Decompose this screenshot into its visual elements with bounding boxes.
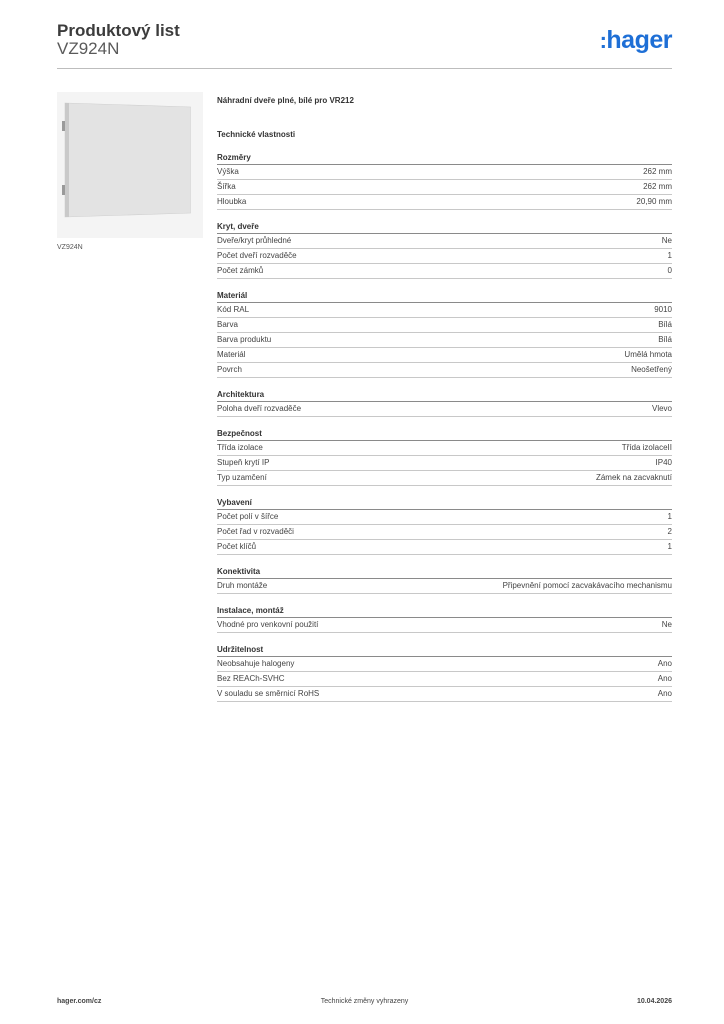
section-title: Materiál <box>217 290 672 303</box>
section-title: Konektivita <box>217 566 672 579</box>
spec-section <box>217 221 672 279</box>
spec-row <box>217 195 672 210</box>
product-image <box>57 92 203 238</box>
spec-value: Ano <box>657 689 672 698</box>
spec-label: Počet polí v šířce <box>217 512 279 521</box>
header-divider <box>57 68 672 69</box>
spec-row <box>217 687 672 702</box>
spec-section <box>217 152 672 210</box>
spec-value: IP40 <box>655 458 672 467</box>
spec-row <box>217 471 672 486</box>
spec-label: Neobsahuje halogeny <box>217 659 295 668</box>
image-caption: VZ924N <box>57 244 83 251</box>
spec-label: Třída izolace <box>217 443 263 452</box>
page-header <box>57 18 672 68</box>
spec-label: Bez REACh-SVHC <box>217 674 285 683</box>
spec-value: Třída izolaceII <box>621 443 672 452</box>
spec-row <box>217 165 672 180</box>
footer-date: 10.04.2026 <box>636 998 672 1005</box>
spec-section <box>217 497 672 555</box>
spec-label: Kód RAL <box>217 305 250 314</box>
spec-value: 1 <box>667 512 672 521</box>
spec-section <box>217 428 672 486</box>
spec-row <box>217 540 672 555</box>
spec-row <box>217 363 672 378</box>
spec-label: Počet klíčů <box>217 542 257 551</box>
spec-row <box>217 456 672 471</box>
spec-section <box>217 290 672 378</box>
spec-row <box>217 672 672 687</box>
section-title: Architektura <box>217 389 672 402</box>
spec-label: Stupeň krytí IP <box>217 458 270 467</box>
spec-row <box>217 618 672 633</box>
spec-value: 1 <box>667 542 672 551</box>
section-title: Instalace, montáž <box>217 605 672 618</box>
spec-row <box>217 333 672 348</box>
spec-section <box>217 566 672 594</box>
spec-section <box>217 644 672 702</box>
spec-label: Poloha dveří rozvaděče <box>217 404 302 413</box>
logo-dot: : <box>599 28 607 53</box>
spec-section <box>217 389 672 417</box>
technical-properties-title: Technické vlastnosti <box>217 130 296 139</box>
spec-label: Materiál <box>217 350 246 359</box>
product-code-heading: VZ924N <box>57 39 120 58</box>
spec-row <box>217 264 672 279</box>
spec-row <box>217 441 672 456</box>
spec-label: Počet dveří rozvaděče <box>217 251 297 260</box>
spec-value: 1 <box>667 251 672 260</box>
spec-value: 262 mm <box>643 167 672 176</box>
spec-row <box>217 303 672 318</box>
spec-value: Ano <box>657 674 672 683</box>
footer-website: hager.com/cz <box>57 998 102 1005</box>
spec-row <box>217 579 672 594</box>
spec-value: 262 mm <box>643 182 672 191</box>
spec-label: Typ uzamčení <box>217 473 267 482</box>
product-name: Náhradní dveře plné, bílé pro VR212 <box>217 96 354 105</box>
spec-label: Barva produktu <box>217 335 272 344</box>
spec-label: Povrch <box>217 365 242 374</box>
spec-sections <box>217 152 672 702</box>
spec-value: Vlevo <box>651 404 672 413</box>
spec-label: Vhodné pro venkovní použití <box>217 620 319 629</box>
spec-label: Hloubka <box>217 197 247 206</box>
spec-row <box>217 402 672 417</box>
spec-row <box>217 510 672 525</box>
spec-row <box>217 180 672 195</box>
spec-row <box>217 318 672 333</box>
spec-value: Ne <box>661 236 672 245</box>
spec-label: Výška <box>217 167 239 176</box>
spec-label: Šířka <box>217 182 236 191</box>
spec-content <box>217 95 672 713</box>
section-title: Kryt, dveře <box>217 221 672 234</box>
spec-label: Dveře/kryt průhledné <box>217 236 292 245</box>
spec-label: Druh montáže <box>217 581 268 590</box>
spec-row <box>217 234 672 249</box>
spec-row <box>217 525 672 540</box>
spec-section <box>217 605 672 633</box>
spec-row <box>217 348 672 363</box>
spec-label: V souladu se směrnicí RoHS <box>217 689 320 698</box>
spec-label: Počet řad v rozvaděči <box>217 527 294 536</box>
hager-logo <box>600 26 672 55</box>
spec-value: 20,90 mm <box>636 197 672 206</box>
footer-note: Technické změny vyhrazeny <box>320 998 409 1005</box>
spec-value: Ne <box>661 620 672 629</box>
spec-value: Bílá <box>658 335 672 344</box>
spec-value: 9010 <box>654 305 672 314</box>
section-title: Vybavení <box>217 497 672 510</box>
logo-text: hager <box>606 26 672 54</box>
spec-value: Umělá hmota <box>624 350 672 359</box>
spec-value: 2 <box>667 527 672 536</box>
section-title: Udržitelnost <box>217 644 672 657</box>
door-panel-illustration <box>61 99 191 219</box>
spec-value: Bílá <box>658 320 672 329</box>
spec-value: Zámek na zacvaknutí <box>595 473 672 482</box>
spec-value: Ano <box>657 659 672 668</box>
section-title: Rozměry <box>217 152 672 165</box>
spec-value: 0 <box>667 266 672 275</box>
spec-row <box>217 249 672 264</box>
spec-value: Neošetřený <box>631 365 672 374</box>
spec-label: Počet zámků <box>217 266 264 275</box>
section-title: Bezpečnost <box>217 428 672 441</box>
spec-value: Připevnění pomocí zacvakávacího mechanismu <box>502 581 672 590</box>
document-title: Produktový list <box>57 21 180 40</box>
spec-label: Barva <box>217 320 238 329</box>
spec-row <box>217 657 672 672</box>
